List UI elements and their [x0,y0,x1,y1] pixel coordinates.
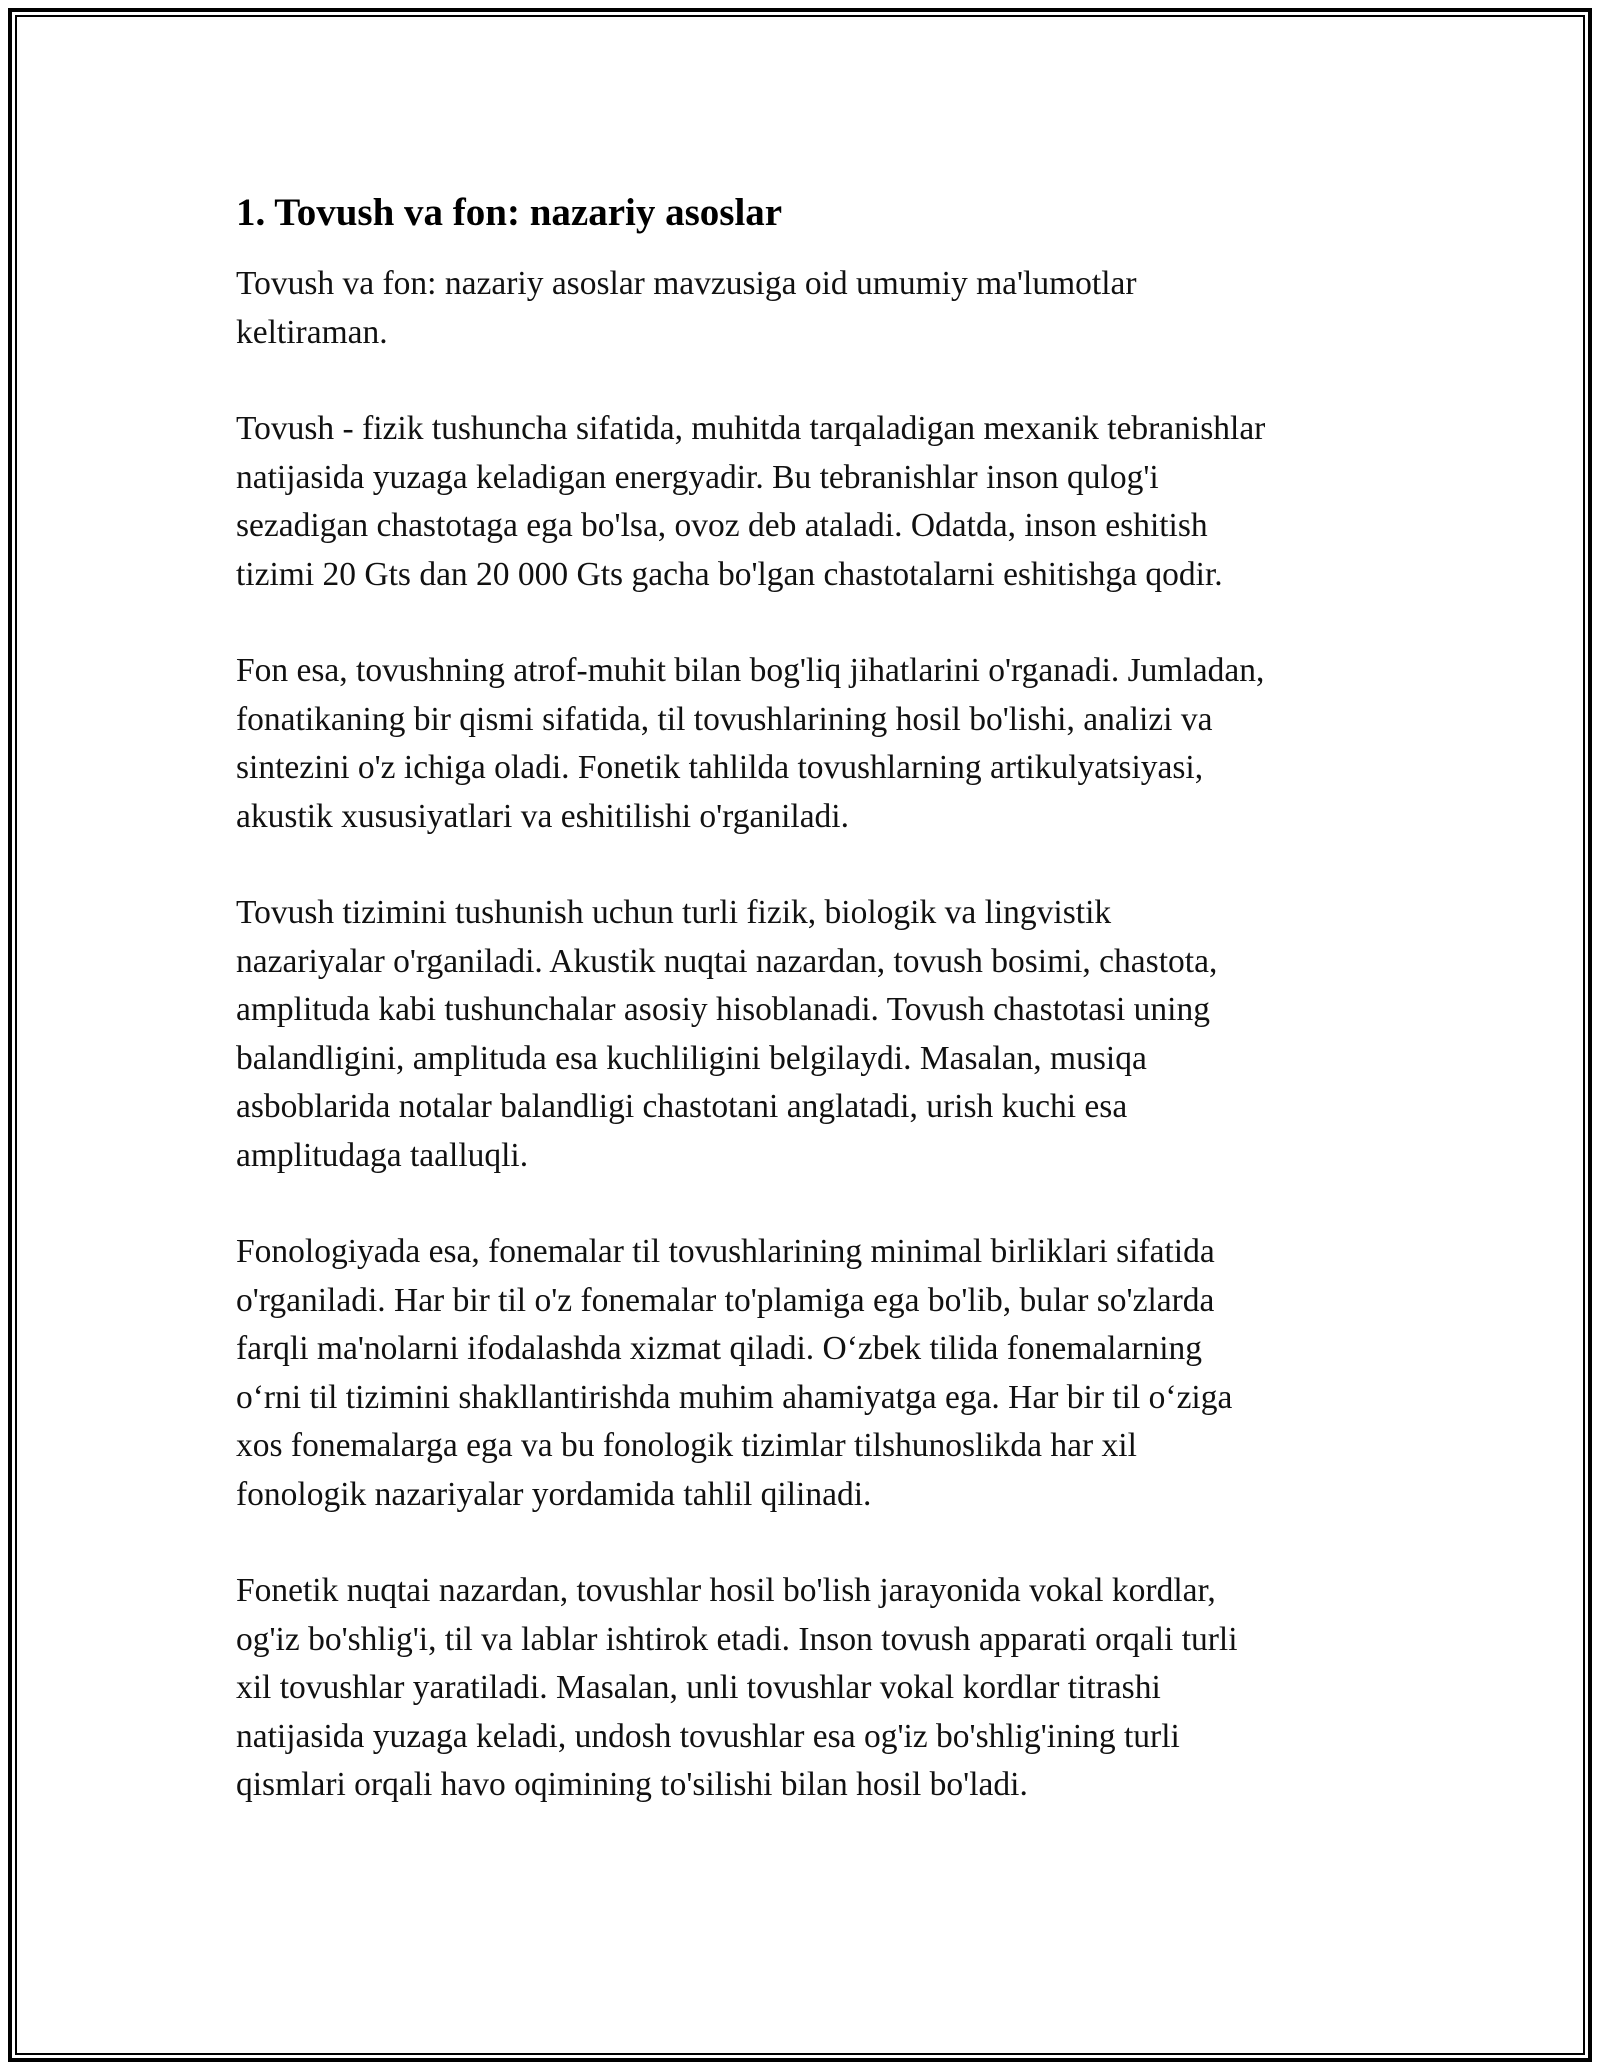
paragraph-phonology [236,1228,1376,1519]
paragraph-line: Fonologiyada esa, fonemalar til tovushlarining minimal birliklari sifatida [236,1233,1215,1270]
paragraph-line: nazariyalar o'rganiladi. Akustik nuqtai nazardan, tovush bosimi, chastota, [236,942,1218,980]
document-body [236,184,1376,1858]
paragraph-line: keltiraman. [236,313,388,351]
paragraph-line: Tovush va fon: nazariy asoslar mavzusiga oid umumiy ma'lumotlar [236,265,1137,302]
paragraph-line: balandligini, amplituda esa kuchliligini belgilaydi. Masalan, musiqa [236,1039,1147,1077]
paragraph-line: asboblarida notalar balandligi chastotani anglatadi, urish kuchi esa [236,1088,1128,1125]
paragraph-line: sintezini o'z ichiga oladi. Fonetik tahlilda tovushlarning artikulyatsiyasi, [236,749,1204,786]
paragraph-line: fonatikaning bir qismi sifatida, til tovushlarining hosil bo'lishi, analizi va [236,700,1213,738]
paragraph-line: xos fonemalarga ega va bu fonologik tizimlar tilshunoslikda har xil [236,1427,1137,1464]
paragraph-line: tizimi 20 Gts dan 20 000 Gts gacha bo'lgan chastotalarni eshitishga qodir. [236,555,1223,593]
paragraph-line: natijasida yuzaga keladigan energyadir. Bu tebranishlar inson qulog'i [236,458,1159,496]
section-title: 1. Tovush va fon: nazariy asoslar [236,191,783,234]
paragraph-line: xil tovushlar yaratiladi. Masalan, unli tovushlar vokal kordlar titrashi [236,1669,1161,1706]
paragraph-line: amplitudaga taalluqli. [236,1136,529,1174]
paragraph-line: Tovush - fizik tushuncha sifatida, muhitda tarqaladigan mexanik tebranishlar [236,410,1266,447]
paragraph-acoustics [236,889,1376,1180]
paragraph-line: akustik xususiyatlari va eshitilishi o'rganiladi. [236,797,849,835]
paragraph-intro [236,260,1376,357]
paragraph-line: og'iz bo'shlig'i, til va lablar ishtirok etadi. Inson tovush apparati orqali turli [236,1620,1238,1658]
paragraph-line: sezadigan chastotaga ega bo'lsa, ovoz deb ataladi. Odatda, inson eshitish [236,507,1208,544]
paragraph-line: Fonetik nuqtai nazardan, tovushlar hosil bo'lish jarayonida vokal kordlar, [236,1572,1216,1609]
paragraph-line: o‘rni til tizimini shakllantirishda muhim ahamiyatga ega. Har bir til o‘ziga [236,1378,1233,1416]
paragraph-line: qismlari orqali havo oqimining to'silishi bilan hosil bo'ladi. [236,1766,1028,1803]
paragraph-line: o'rganiladi. Har bir til o'z fonemalar to'plamiga ega bo'lib, bular so'zlarda [236,1281,1215,1319]
paragraph-line: amplituda kabi tushunchalar asosiy hisoblanadi. Tovush chastotasi uning [236,991,1210,1028]
paragraph-articulation [236,1567,1376,1810]
paragraph-phonetics [236,647,1376,841]
paragraph-line: Fon esa, tovushning atrof-muhit bilan bog'liq jihatlarini o'rganadi. Jumladan, [236,652,1265,689]
paragraph-sound-definition [236,405,1376,599]
paragraph-line: farqli ma'nolarni ifodalashda xizmat qiladi. O‘zbek tilida fonemalarning [236,1330,1203,1367]
paragraph-line: Tovush tizimini tushunish uchun turli fizik, biologik va lingvistik [236,894,1112,931]
paragraph-line: fonologik nazariyalar yordamida tahlil qilinadi. [236,1475,872,1513]
paragraph-line: natijasida yuzaga keladi, undosh tovushlar esa og'iz bo'shlig'ining turli [236,1717,1180,1755]
